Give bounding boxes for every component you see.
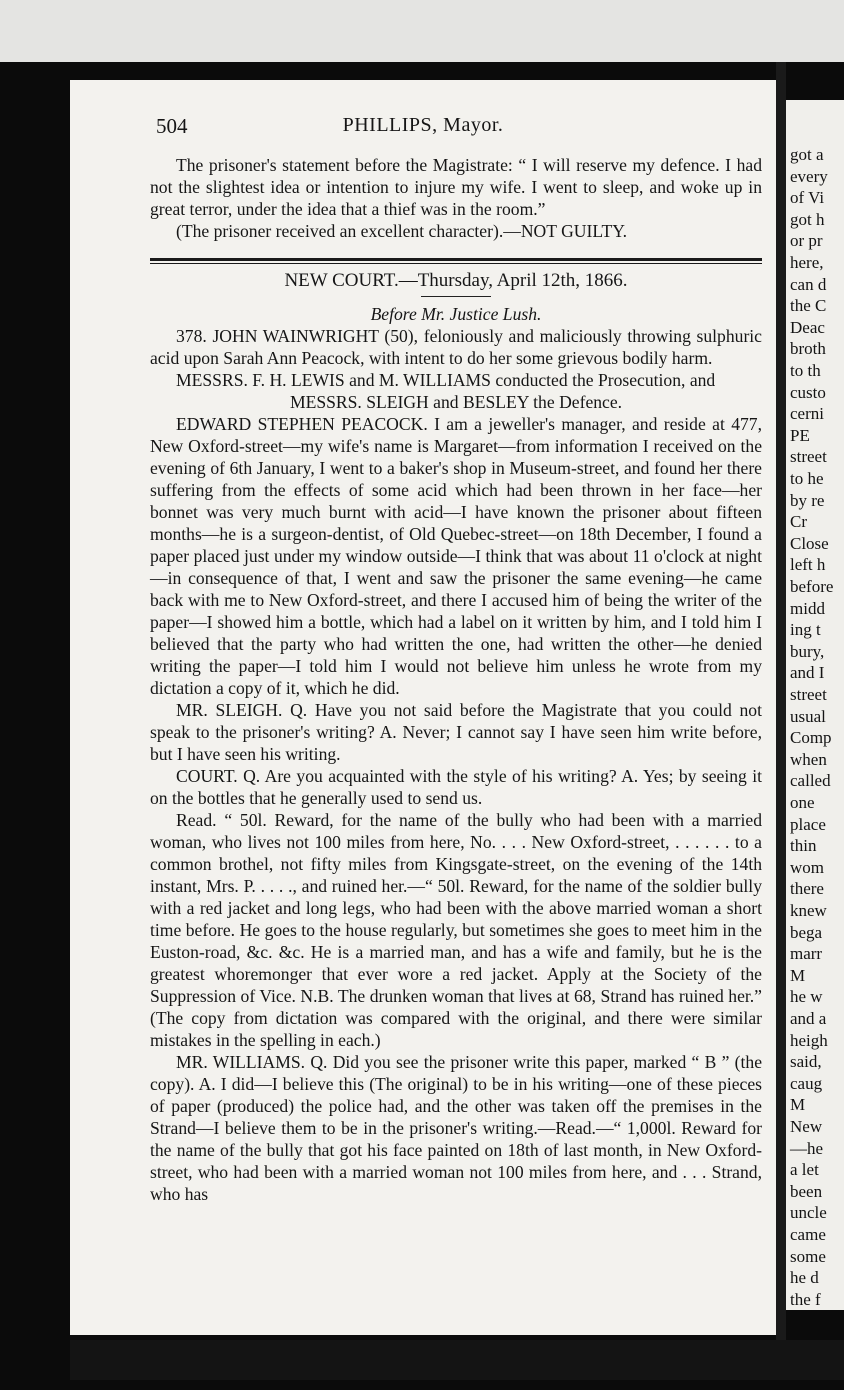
section-rule-thick — [150, 258, 762, 261]
adjacent-page-fragment: heigh — [790, 1030, 828, 1050]
adjacent-page-fragment: by re — [790, 490, 825, 510]
witness-testimony: EDWARD STEPHEN PEACOCK. I am a jeweller's manager, and reside at 477, New Oxford-street—my wife's name is Margaret—from information I received on the evening of 6th January, I went to a baker's shop in Museum-street, and found her there suffering from the effects of some acid which had been thrown in her face—her bonnet was very much burnt with acid—I have known the prisoner about fifteen months—he is a surgeon-dentist, of Old Quebec-street—on 18th December, I found a paper placed just under my window outside—I think that was about 11 o'clock at night—in consequence of that, I went and saw the prisoner the same evening—he came back with me to New Oxford-street, and there I accused him of being the writer of the paper—I showed him a bottle, which had a label on it written by him, and I told him I believed that the party who had written the one, had written the other—he denied writing the paper—I told him I would not believe him unless he wrote from my dictation a copy of it, which he did. — [150, 414, 762, 698]
adjacent-page-fragment: of Vi — [790, 188, 825, 208]
adjacent-page-fragment: a let — [790, 1160, 819, 1180]
adjacent-page-fragment: he w — [790, 987, 823, 1007]
adjacent-page-fragment: street — [790, 447, 827, 467]
adjacent-page-fragment: marr — [790, 944, 823, 964]
adjacent-page-fragment: he d — [790, 1268, 819, 1288]
case-entry: 378. JOHN WAINWRIGHT (50), feloniously and maliciously throwing sulphuric acid upon Sarah Ann Peacock, with intent to do her some grievous bodily harm. — [150, 326, 762, 368]
adjacent-page-fragment: place — [790, 814, 826, 834]
adjacent-page-fragment: street — [790, 685, 827, 704]
adjacent-page-fragment: can d — [790, 274, 827, 294]
adjacent-page-fragment: called — [790, 771, 831, 791]
scan-bottom-band — [70, 1340, 844, 1380]
adjacent-page-fragment: midd — [790, 598, 825, 618]
adjacent-page-fragment: said, — [790, 1052, 822, 1072]
adjacent-page-fragment: the f — [790, 1289, 821, 1309]
adjacent-page-fragment: thin — [790, 836, 817, 856]
adjacent-page-fragment: usual — [790, 706, 826, 726]
adjacent-page-fragment: left h — [790, 555, 826, 575]
adjacent-page-fragment: Cr — [790, 512, 807, 532]
adjacent-page-fragment: bega — [790, 922, 823, 942]
adjacent-page-fragment: there — [790, 879, 824, 899]
page-header — [70, 114, 776, 138]
adjacent-page-fragment: got a — [790, 145, 824, 164]
adjacent-page-fragment: been — [790, 1181, 823, 1201]
judge-line: Before Mr. Justice Lush. — [370, 304, 542, 324]
adjacent-page-fragment: Deac — [790, 317, 825, 337]
counsel-defence: MESSRS. SLEIGH and BESLEY the Defence. — [289, 392, 623, 412]
adjacent-page-fragment: the C — [790, 296, 827, 316]
court-heading: NEW COURT.—Thursday, April 12th, 1866. — [284, 270, 628, 291]
adjacent-page-fragment: bury, — [790, 641, 825, 661]
adjacent-page-fragment: every — [790, 166, 828, 186]
adjacent-page-fragment: M — [790, 965, 806, 985]
adjacent-page-fragment: custo — [790, 382, 826, 402]
running-head: PHILLIPS, Mayor. — [342, 114, 504, 136]
verdict-line: (The prisoner received an excellent character).—NOT GUILTY. — [176, 221, 628, 241]
prisoner-statement: The prisoner's statement before the Magistrate: “ I will reserve my defence. I had not the slightest idea or intention to injure my wife. I went to sleep, and woke up in great terror, under the idea that a thief was in the room.” — [150, 155, 762, 219]
adjacent-page-fragment: to he — [790, 469, 824, 488]
adjacent-page-fragment: when — [790, 749, 827, 769]
adjacent-page-fragment: broth — [790, 339, 826, 359]
short-divider — [421, 296, 491, 297]
adjacent-page-fragment: to th — [790, 361, 821, 380]
adjacent-page-fragment: New — [790, 1117, 823, 1136]
court-question: COURT. Q. Are you acquainted with the style of his writing? A. Yes; by seeing it on the bottles that he generally used to send us. — [150, 766, 762, 808]
adjacent-page-fragment: and a — [790, 1009, 827, 1028]
cross-examination-sleigh: MR. SLEIGH. Q. Have you not said before the Magistrate that you could not speak to the prisoner's writing? A. Never; I cannot say I have seen him write before, but I have seen his writing. — [150, 700, 762, 764]
adjacent-page-fragment: got h — [790, 209, 825, 229]
read-document: Read. “ 50l. Reward, for the name of the bully who had been with a married woman, who lives not 100 miles from here, No. . . . New Oxford-street, . . . . . . to a common brothel, not fifty miles from Kingsgate-street, on the evening of the 14th instant, Mrs. P. . . . ., and ruined her.—“ 50l. Reward, for the name of the soldier bully with a red jacket and long legs, who had been with the above married woman a short time before. He goes to the house regularly, but sometimes she goes to meet him in the Euston-road, &c. &c. He is a married man, and has a wife and family, but he is the greatest whoremonger that ever wore a red jacket. Apply at the Society of the Suppression of Vice. N.B. The drunken woman that lives at 68, Strand has ruined her.” (The copy from dictation was compared with the original, and there were similar mistakes in the spelling in each.) — [150, 810, 762, 1050]
adjacent-page-fragment: M — [790, 1095, 806, 1115]
adjacent-page-fragment: uncle — [790, 1203, 827, 1223]
adjacent-page-fragment: before — [790, 577, 834, 596]
book-gutter — [776, 62, 786, 1352]
adjacent-page-fragment: one — [790, 793, 815, 812]
section-rule-thin — [150, 263, 762, 264]
book-page — [70, 80, 776, 1335]
adjacent-page-fragment: and I — [790, 663, 825, 683]
adjacent-page-fragment: came — [790, 1225, 826, 1244]
adjacent-page-fragment: or pr — [790, 231, 823, 251]
adjacent-page-fragment: some — [790, 1246, 826, 1266]
adjacent-page-fragment: Comp — [790, 728, 832, 748]
adjacent-page-fragment: knew — [790, 901, 827, 920]
adjacent-page-fragment: ing t — [790, 620, 821, 640]
counsel-prosecution: MESSRS. F. H. LEWIS and M. WILLIAMS conducted the Prosecution, and — [176, 370, 716, 390]
adjacent-page-fragment: PE — [790, 425, 810, 445]
adjacent-page-fragment: —he — [790, 1138, 824, 1158]
adjacent-page-fragment: Close — [790, 533, 829, 553]
examination-williams: MR. WILLIAMS. Q. Did you see the prisoner write this paper, marked “ B ” (the copy). A. I did—I believe this (The original) to be in his writing—one of these pieces of paper (produced) the police had, and the other was taken off the premises in the Strand—I believe them to be in the prisoner's writing.—Read.—“ 1,000l. Reward for the name of the bully that got his face painted on 18th of last month, in New Oxford-street, who had been with a married woman not 100 miles from here, and . . . Strand, who has — [150, 1052, 762, 1204]
adjacent-page-fragment: cerni — [790, 404, 824, 424]
scan-top-margin — [0, 0, 844, 62]
adjacent-page-fragment: here, — [790, 253, 824, 272]
page-body — [150, 154, 762, 1205]
adjacent-page-fragment: caug — [790, 1073, 823, 1093]
adjacent-page-strip — [786, 100, 844, 1310]
adjacent-page-fragment: wom — [790, 857, 824, 877]
page-number: 504 — [156, 114, 188, 138]
